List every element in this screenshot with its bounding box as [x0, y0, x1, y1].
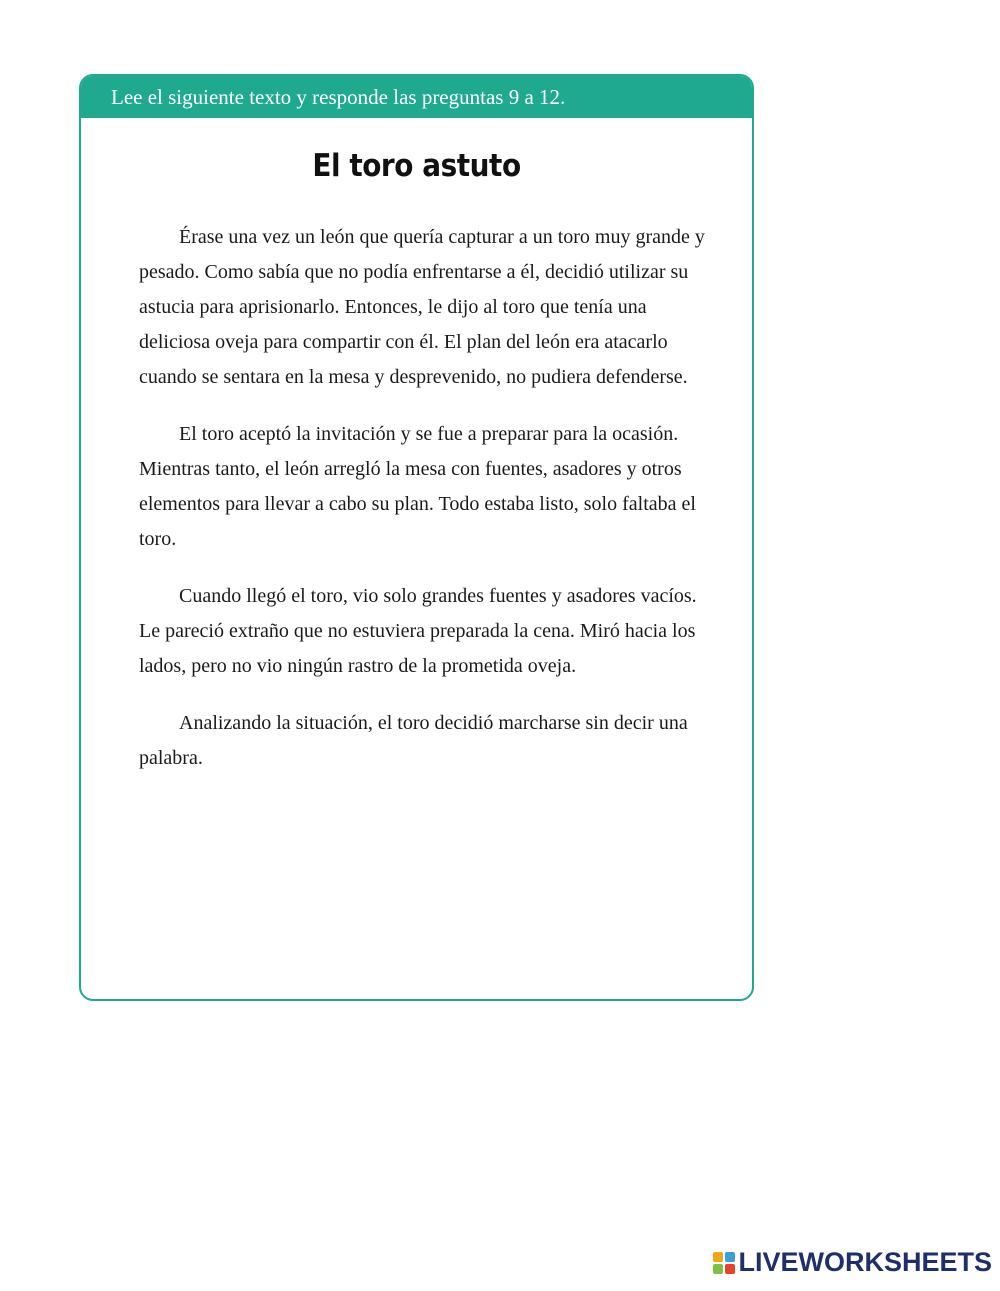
- story-body: [139, 220, 709, 798]
- liveworksheets-logo-icon: [713, 1252, 735, 1274]
- liveworksheets-watermark: [713, 1247, 992, 1278]
- instruction-banner: Lee el siguiente texto y responde las preguntas 9 a 12.: [81, 76, 752, 118]
- story-paragraph-3: Cuando llegó el toro, vio solo grandes fuentes y asadores vacíos. Le pareció extraño que no estuviera preparada la cena. Miró hacia los lados, pero no vio ningún rastro de la prometida oveja.: [139, 585, 697, 677]
- logo-square-1: [713, 1252, 723, 1262]
- story-title: El toro astuto: [312, 148, 521, 184]
- story-paragraph-4: Analizando la situación, el toro decidió marcharse sin decir una palabra.: [139, 712, 688, 769]
- logo-square-3: [713, 1264, 723, 1274]
- logo-square-4: [725, 1264, 735, 1274]
- story-paragraph-2: El toro aceptó la invitación y se fue a preparar para la ocasión. Mientras tanto, el león arregló la mesa con fuentes, asadores y otros elementos para llevar a cabo su plan. Todo estaba listo, solo faltaba el toro.: [139, 423, 696, 550]
- reading-card: [79, 74, 754, 1001]
- watermark-text: LIVEWORKSHEETS: [738, 1247, 992, 1277]
- logo-square-2: [725, 1252, 735, 1262]
- story-paragraph-1: Érase una vez un león que quería capturar a un toro muy grande y pesado. Como sabía que no podía enfrentarse a él, decidió utilizar su astucia para aprisionarlo. Entonces, le dijo al toro que tenía una deliciosa oveja para compartir con él. El plan del león era atacarlo cuando se sentara en la mesa y desprevenido, no pudiera defenderse.: [139, 226, 705, 388]
